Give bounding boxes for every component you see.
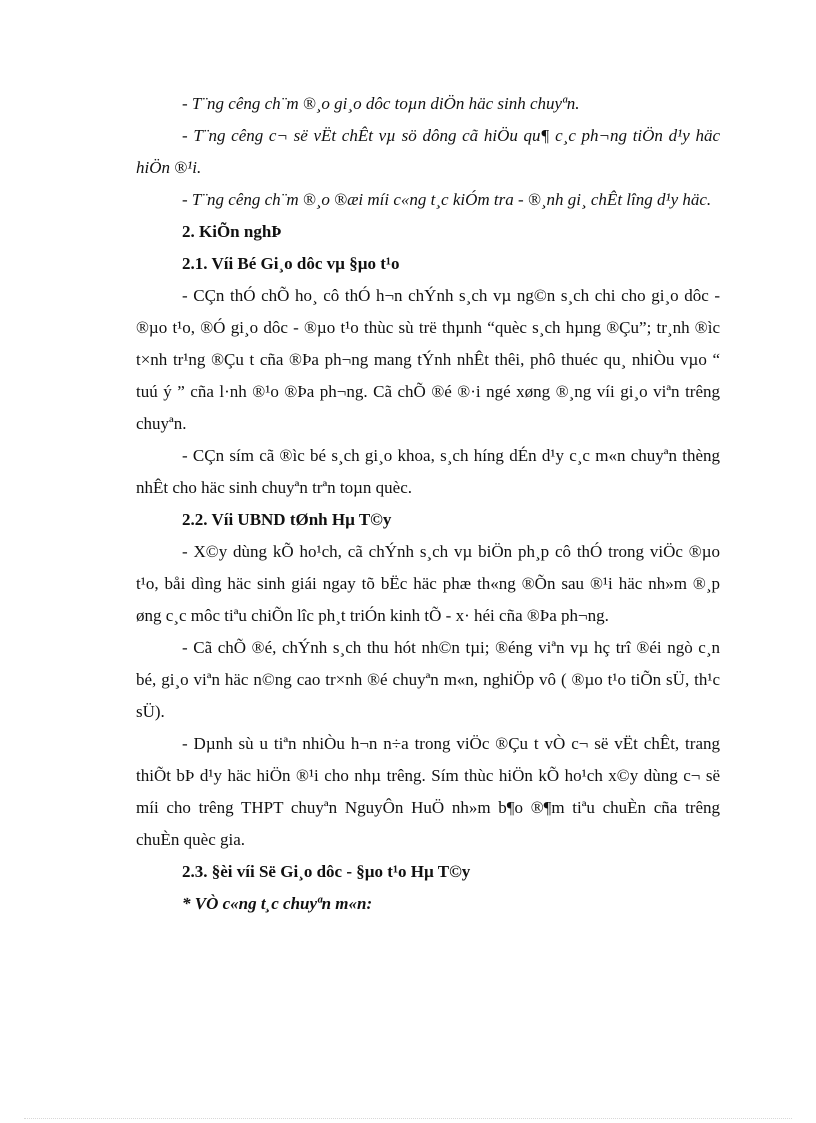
paragraph-4: - CÇn thÓ chÕ ho¸ cô thÓ h¬n chÝnh s¸ch vµ ng©n s¸ch chi cho gi¸o dôc - ®µo t¹o, ®Ó gi¸o dôc - ®µo t¹o thùc sù trë thµnh “quèc s¸ch hµng ®Çu”; tr¸nh ®ìc t×nh tr¹ng ®Çu t cña ®Þa ph¬ng mang tÝnh nhÊt thêi, phô thuéc qu¸ nhiÒu vµo “ tuú ý ” cña l·nh ®¹o ®Þa ph¬ng. Cã chÕ ®é ®·i ngé xøng ®¸ng víi gi¸o viªn trêng chuyªn. bbox=[136, 286, 720, 433]
paragraph-8: - Dµnh sù u tiªn nhiÒu h¬n n÷a trong viÖc ®Çu t vÒ c¬ së vËt chÊt, trang thiÕt bÞ d¹y häc hiÖn ®¹i cho nhµ trêng. Sím thùc hiÖn kÕ ho¹ch x©y dùng c¬ së míi cho trêng THPT chuyªn NguyÔn HuÖ nh»m b¶o ®¶m tiªu chuÈn cña trêng chuÈn quèc gia. bbox=[136, 734, 720, 849]
paragraph-3: - T¨ng cêng ch¨m ®¸o ®æi míi c«ng t¸c kiÓm tra - ®¸nh gi¸ chÊt lîng d¹y häc. bbox=[182, 190, 712, 209]
paragraph-5: - CÇn sím cã ®ìc bé s¸ch gi¸o khoa, s¸ch híng dÉn d¹y c¸c m«n chuyªn thèng nhÊt cho häc sinh chuyªn trªn toµn quèc. bbox=[136, 446, 720, 497]
heading-kien-nghi: 2. KiÕn nghÞ bbox=[182, 222, 282, 241]
subheading-chuyen-mon: * VÒ c«ng t¸c chuyªn m«n: bbox=[182, 894, 373, 913]
heading-2-3: 2.3. §èi víi Së Gi¸o dôc - §µo t¹o Hµ T©y bbox=[182, 862, 471, 881]
paragraph-2: - T¨ng cêng c¬ së vËt chÊt vµ sö dông cã hiÖu qu¶ c¸c ph¬ng tiÖn d¹y häc hiÖn ®¹i. bbox=[136, 126, 720, 177]
heading-2-1: 2.1. Víi Bé Gi¸o dôc vµ §µo t¹o bbox=[182, 254, 400, 273]
heading-2-2: 2.2. Víi UBND tØnh Hµ T©y bbox=[182, 510, 392, 529]
body-text bbox=[136, 88, 720, 920]
page-bottom-divider bbox=[24, 1118, 792, 1119]
paragraph-6: - X©y dùng kÕ ho¹ch, cã chÝnh s¸ch vµ biÖn ph¸p cô thÓ trong viÖc ®µo t¹o, båi dìng häc sinh giái ngay tõ bËc häc phæ th«ng ®Õn sau ®¹i häc nh»m ®¸p øng c¸c môc tiªu chiÕn lîc ph¸t triÓn kinh tÕ - x· héi cña ®Þa ph¬ng. bbox=[136, 542, 720, 625]
paragraph-1: - T¨ng cêng ch¨m ®¸o gi¸o dôc toµn diÖn häc sinh chuyªn. bbox=[182, 94, 580, 113]
paragraph-7: - Cã chÕ ®é, chÝnh s¸ch thu hót nh©n tµi; ®éng viªn vµ hç trî ®éi ngò c¸n bé, gi¸o viªn häc n©ng cao tr×nh ®é chuyªn m«n, nghiÖp vô ( ®µo t¹o tiÕn sÜ, th¹c sÜ). bbox=[136, 638, 720, 721]
